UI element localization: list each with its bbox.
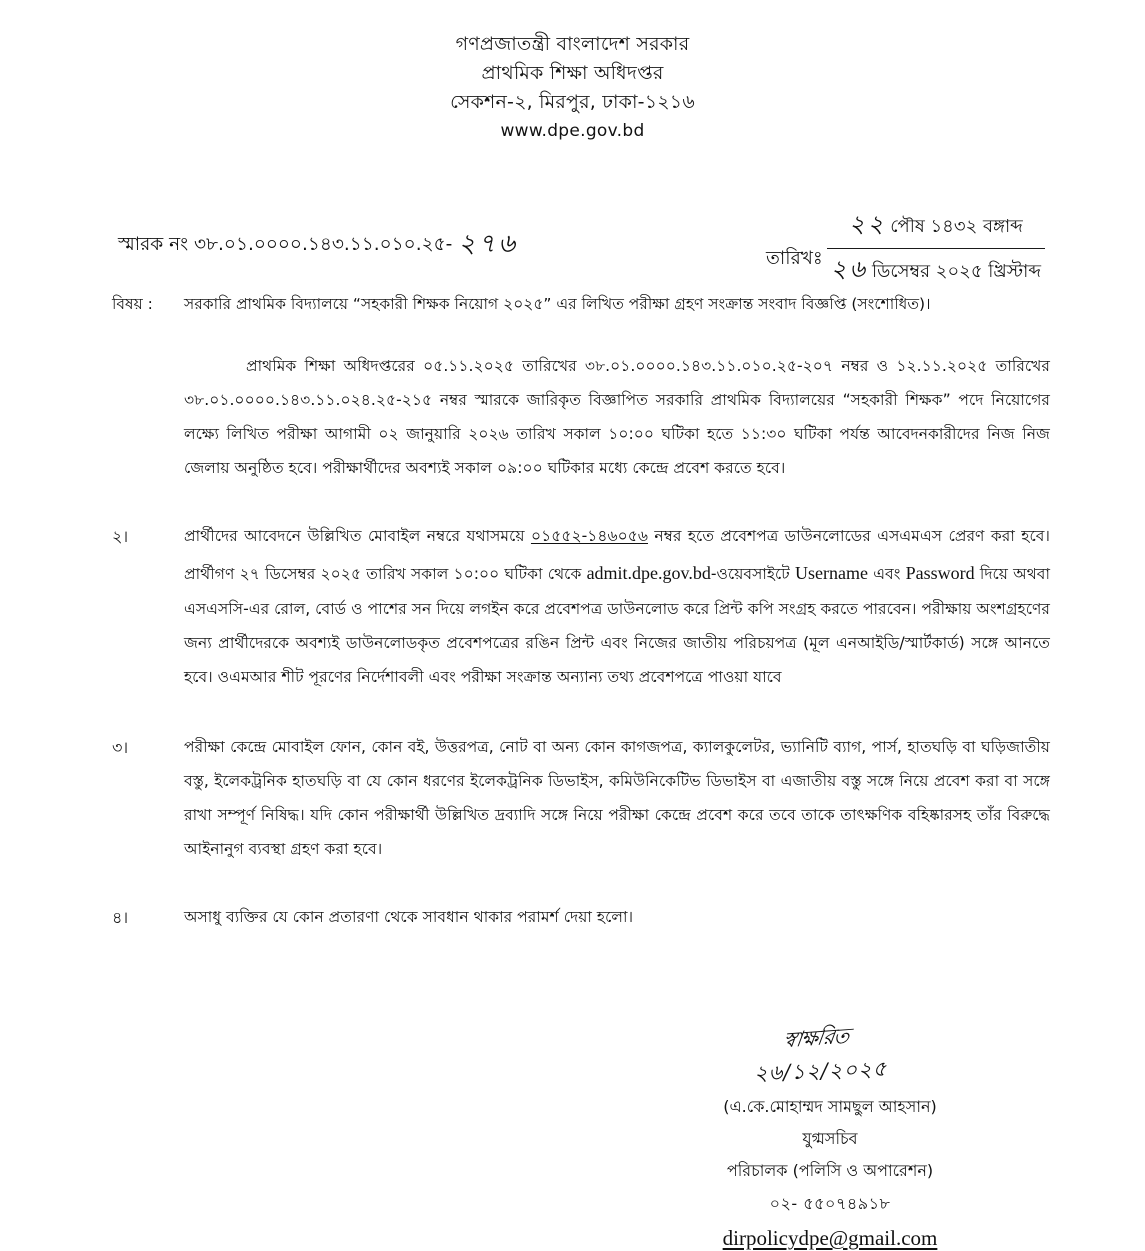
paragraph-3-number: ৩। [112,738,129,758]
subject-line [112,292,1050,318]
signature-scribble: স্বাক্ষরিত [781,1023,851,1053]
date-bangla-day: ২২ [848,210,887,238]
paragraph-1 [112,350,1050,486]
paragraph-3-text: পরীক্ষা কেন্দ্রে মোবাইল ফোন, কোন বই, উত্তরপত্র, নোট বা অন্য কোন কাগজপত্র, ক্যালকুলেটর, ভ্যানিটি ব্যাগ, পার্স, হাতঘড়ি বা ঘড়িজাতীয় বস্তু, ইলেকট্রনিক হাতঘড়ি বা যে কোন ধরণের ইলেকট্রনিক ডিভাইস, কমিউনিকেটিভ ডিভাইস বা এজাতীয় বস্তু সঙ্গে নিয়ে প্রবেশ করা বা সঙ্গে রাখা সম্পূর্ণ নিষিদ্ধ। যদি কোন পরীক্ষার্থী উল্লিখিত দ্রব্যাদি সঙ্গে নিয়ে পরীক্ষা কেন্দ্রে প্রবেশ করে তবে তাকে তাৎক্ষণিক বহিষ্কারসহ তাঁর বিরুদ্ধে আইনানুগ ব্যবস্থা গ্রহণ করা হবে। [184,738,1050,859]
department-website: www.dpe.gov.bd [500,120,645,141]
date-english [827,250,1045,292]
signatory-designation: পরিচালক (পলিসি ও অপারেশন) [726,1161,934,1180]
paragraph-2-segment-1: প্রার্থীদের আবেদনে উল্লিখিত মোবাইল নম্বরে যথাসময়ে [184,526,531,545]
sms-sender-number: ০১৫৫২-১৪৬০৫৬ [530,526,648,545]
memo-number-label: স্মারক নং ৩৮.০১.০০০০.১৪৩.১১.০১০.২৫- [118,234,453,255]
paragraph-1-text: প্রাথমিক শিক্ষা অধিদপ্তরের ০৫.১১.২০২৫ তারিখের ৩৮.০১.০০০০.১৪৩.১১.০১০.২৫-২০৭ নম্বর ও ১২.১১.২০২৫ তারিখের ৩৮.০১.০০০০.১৪৩.১১.০২৪.২৫-২১৫ নম্বর স্মারকে জারিকৃত বিজ্ঞাপিত সরকারি প্রাথমিক বিদ্যালয়ের “সহকারী শিক্ষক” পদে নিয়োগের লক্ষ্যে লিখিত পরীক্ষা আগামী ০২ জানুয়ারি ২০২৬ তারিখ সকাল ১০:০০ ঘটিকা হতে ১১:৩০ ঘটিকা পর্যন্ত আবেদনকারীদের নিজ নিজ জেলায় অনুষ্ঠিত হবে। পরীক্ষার্থীদের অবশ্যই সকাল ০৯:০০ ঘটিকার মধ্যে কেন্দ্রে প্রবেশ করতে হবে। [184,357,1050,477]
date-block [766,205,1045,292]
paragraph-2-text [184,520,1050,695]
department-address: সেকশন-২, মিরপুর, ঢাকা-১২১৬ [450,90,695,113]
subject-text: সরকারি প্রাথমিক বিদ্যালয়ে “সহকারী শিক্ষক নিয়োগ ২০২৫” এর লিখিত পরীক্ষা গ্রহণ সংক্রান্ত সংবাদ বিজ্ঞপ্তি (সংশোধিত)। [184,295,931,313]
date-stack [827,205,1045,292]
signature-block [620,1022,1040,1251]
memo-number-handwritten: ২৭৬ [458,229,519,259]
date-bangla [845,205,1027,247]
paragraph-2-segment-3: -ওয়েবসাইটে [710,564,796,583]
signatory-rank: যুগ্মসচিব [802,1129,858,1148]
paragraph-2-number: ২। [112,526,129,546]
date-english-rest: ডিসেম্বর ২০২৫ খ্রিস্টাব্দ [872,261,1041,282]
subject-label: বিষয় : [112,295,153,313]
date-english-day: ২৬ [830,255,868,283]
paragraph-4-number: ৪। [112,908,129,928]
department-name: প্রাথমিক শিক্ষা অধিদপ্তর [481,61,664,84]
admit-website-link[interactable]: admit.dpe.gov.bd [586,562,711,583]
document-body [112,350,1050,966]
handwritten-signature [620,1022,1040,1057]
memo-number [118,223,518,267]
handwritten-signature-date-row [620,1057,1040,1092]
paragraph-4 [112,901,1050,936]
paragraph-2-segment-4: এবং [867,564,906,583]
signature-date: ২৬/১২/২০২৫ [753,1056,888,1086]
paragraph-3 [112,731,1050,867]
govt-name: গণপ্রজাতন্ত্রী বাংলাদেশ সরকার [455,33,690,55]
paragraph-4-text: অসাধু ব্যক্তির যে কোন প্রতারণা থেকে সাবধান থাকার পরামর্শ দেয়া হলো। [184,908,634,927]
letterhead [0,0,1145,144]
username-term: Username [795,562,868,583]
signatory-email[interactable]: dirpolicydpe@gmail.com [722,1226,938,1250]
date-label: তারিখঃ [766,248,823,269]
signatory-name: (এ.কে.মোহাম্মদ সামছুল আহসান) [723,1097,937,1116]
paragraph-2-segment-2: নম্বর হতে প্রবেশপত্র ডাউনলোডের এসএমএস প্রেরণ করা হবে। প্রার্থীগণ ২৭ ডিসেম্বর ২০২৫ তারিখ সকাল ১০:০০ ঘটিকা থেকে [184,526,1050,583]
password-term: Password [905,562,975,583]
memo-date-row [0,205,1145,285]
signatory-phone: ০২- ৫৫০৭৪৯১৮ [769,1194,891,1213]
date-divider [827,248,1045,249]
paragraph-2 [112,520,1050,695]
date-bangla-rest: পৌষ ১৪৩২ বঙ্গাব্দ [890,216,1023,237]
paragraph-2-segment-5: দিয়ে অথবা এসএসসি-এর রোল, বোর্ড ও পাশের সন দিয়ে লগইন করে প্রবেশপত্র ডাউনলোড করে প্রিন্ট কপি সংগ্রহ করতে পারবেন। পরীক্ষায় অংশগ্রহণের জন্য প্রার্থীদেরকে অবশ্যই ডাউনলোডকৃত প্রবেশপত্রের রঙিন প্রিন্ট এবং নিজের জাতীয় পরিচয়পত্র (মূল এনআইডি/স্মার্টকার্ড) সঙ্গে আনতে হবে। ওএমআর শীট পূরণের নির্দেশাবলী এবং পরীক্ষা সংক্রান্ত অন্যান্য তথ্য প্রবেশপত্রে পাওয়া যাবে [184,564,1050,687]
